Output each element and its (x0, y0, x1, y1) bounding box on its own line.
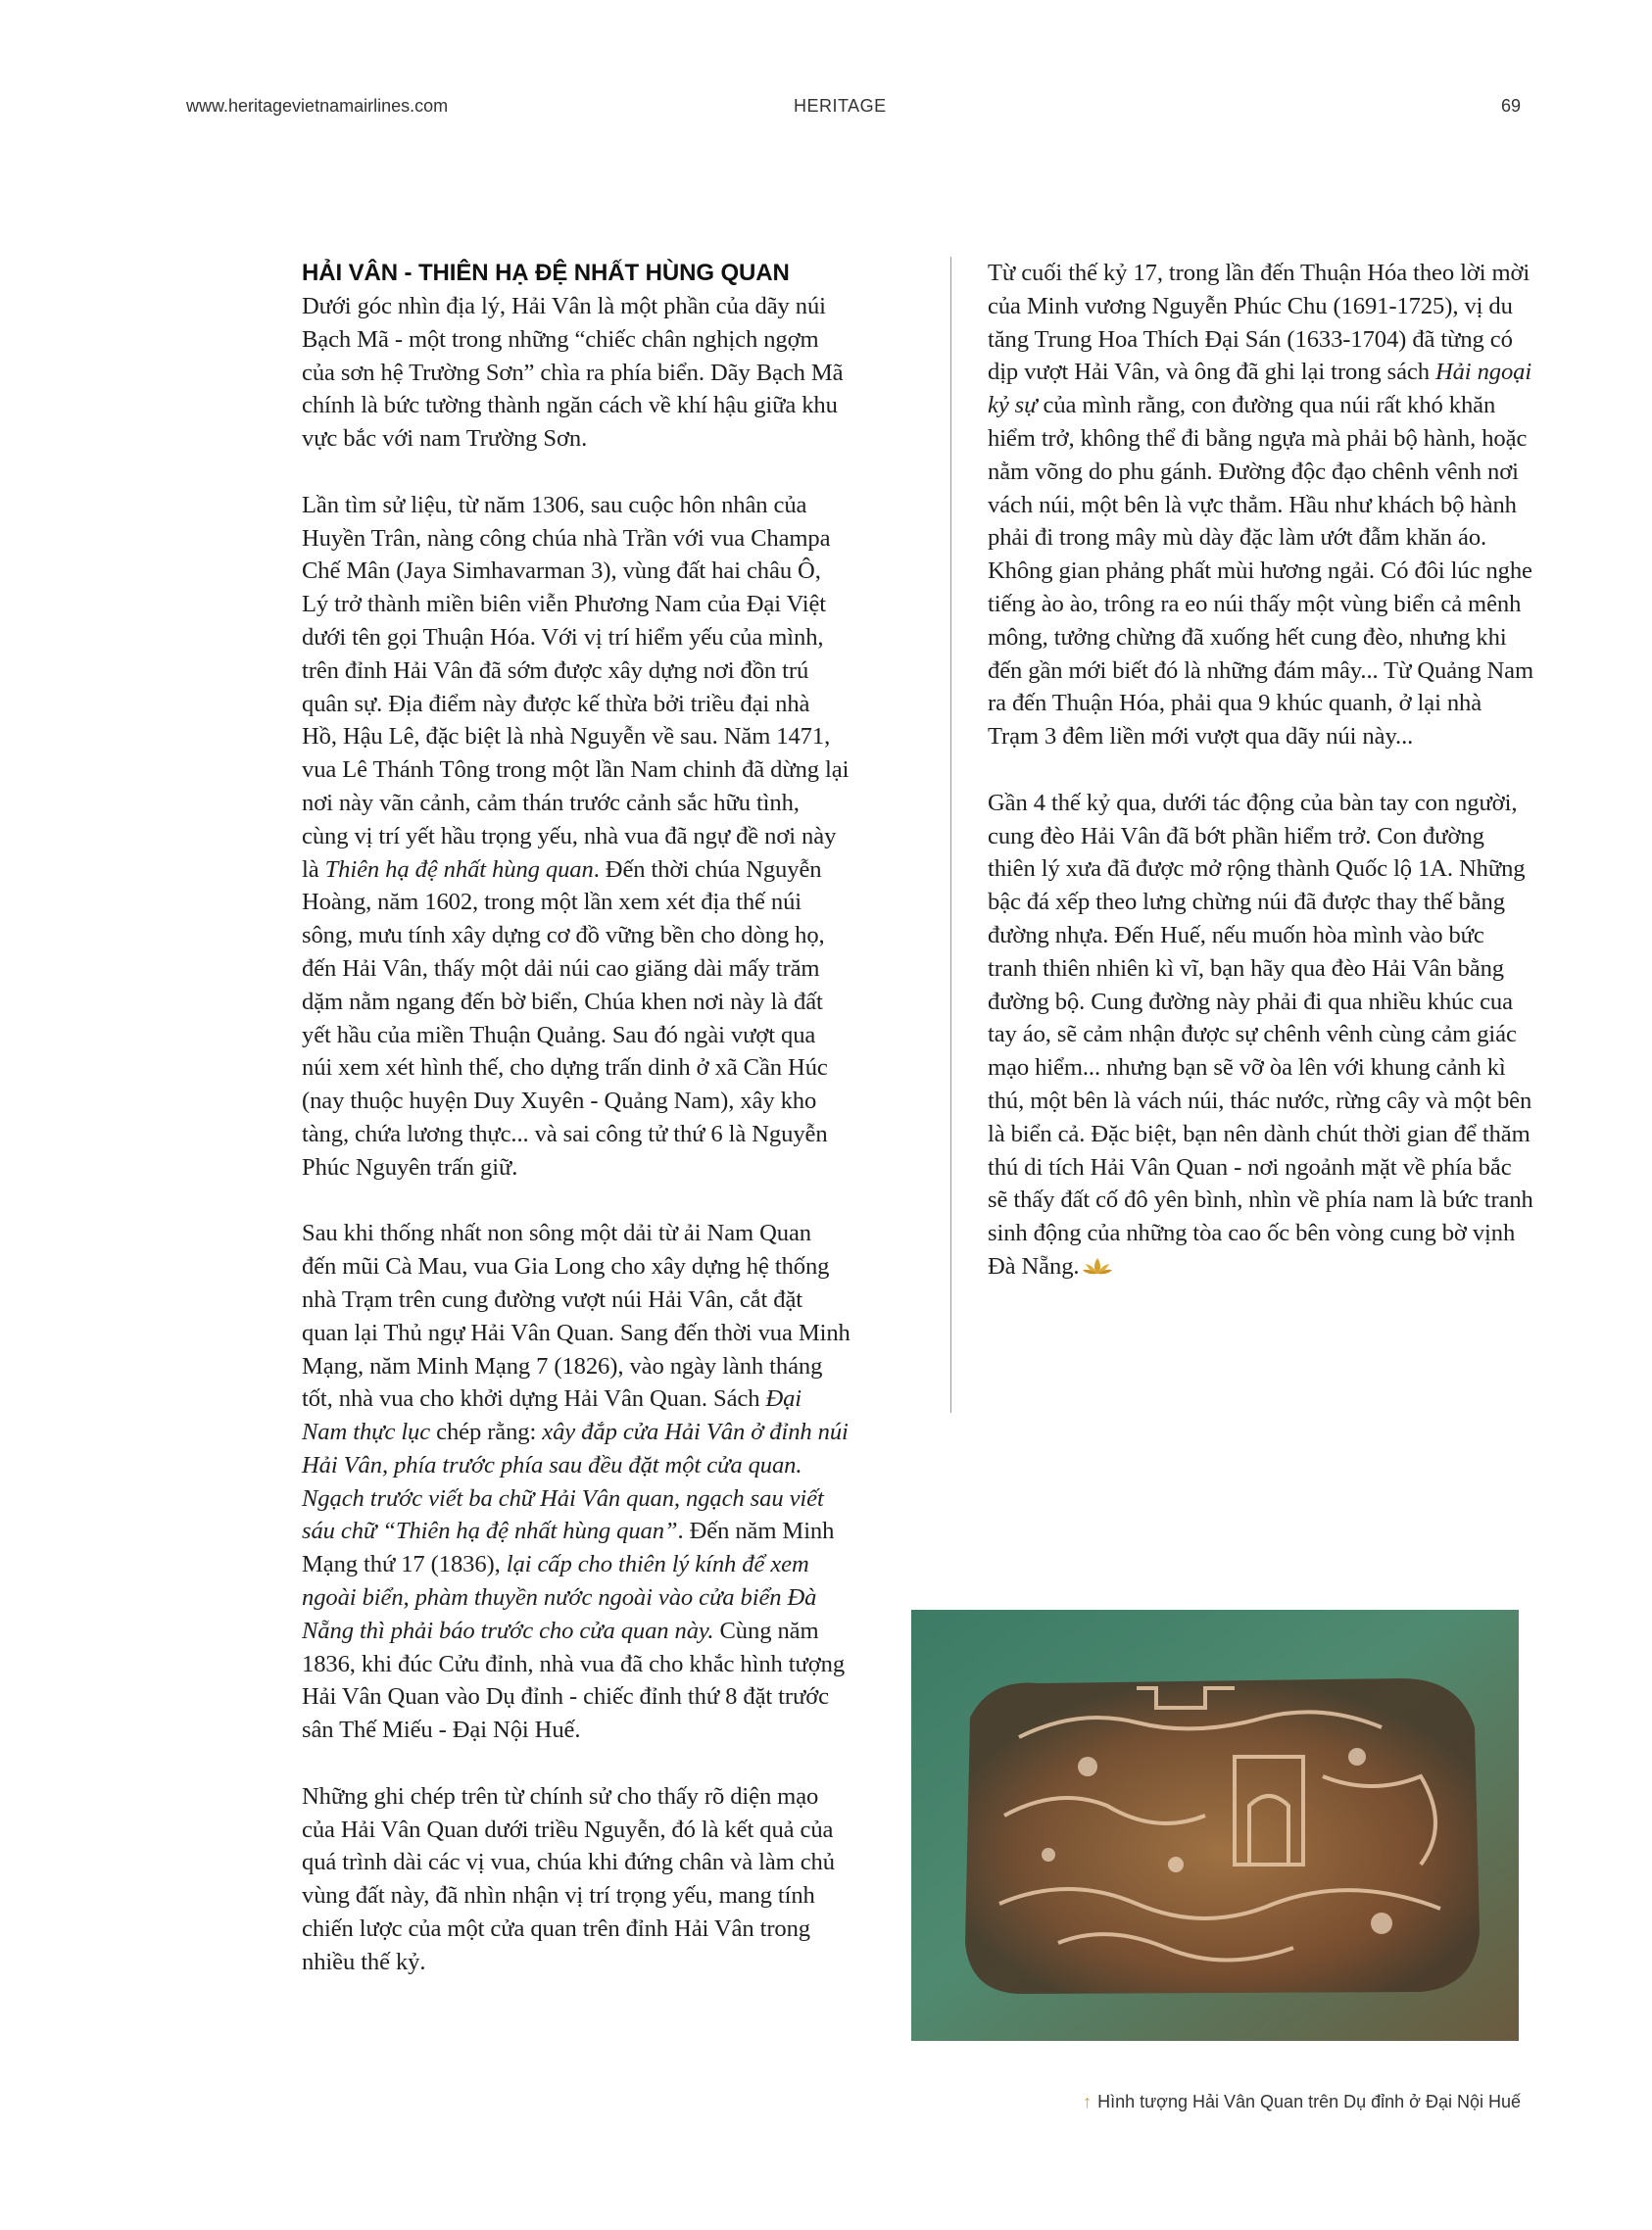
italic-quote: lại cấp cho thiên lý kính để xem ngoài biển, phàm thuyền nước ngoài vào cửa biển Đà Nẵng thì phải báo trước cho cửa quan này. (302, 1551, 817, 1644)
text-span: . Đến thời chúa Nguyễn Hoàng, năm 1602, trong một lần xem xét địa thế núi sông, mưu tính xây dựng cơ đồ vững bền cho dòng họ, đến Hải Vân, thấy một dải núi cao giăng dài mấy trăm dặm nằm ngang đến bờ biển, Chúa khen nơi này là đất yết hầu của miền Thuận Quảng. Sau đó ngài vượt qua núi xem xét hình thế, cho dựng trấn dinh ở xã Cần Húc (nay thuộc huyện Duy Xuyên - Quảng Nam), xây kho tàng, chứa lương thực... và sai công tử thứ 6 là Nguyễn Phúc Nguyên trấn giữ. (302, 855, 828, 1181)
arrow-up-icon: ↑ (1083, 2092, 1093, 2111)
text-span: Sau khi thống nhất non sông một dải từ ải Nam Quan đến mũi Cà Mau, vua Gia Long cho xây dựng hệ thống nhà Trạm trên cung đường vượt núi Hải Vân, cắt đặt quan lại Thủ ngự Hải Vân Quan. Sang đến thời vua Minh Mạng, năm Minh Mạng 7 (1826), vào ngày lành tháng tốt, nhà vua cho khởi dựng Hải Vân Quan. Sách (302, 1220, 850, 1413)
text-span: chép rằng: (430, 1419, 543, 1446)
column-divider (950, 257, 951, 1413)
photo-bronze-urn-relief (911, 1610, 1519, 2041)
paragraph (988, 787, 1536, 1284)
caption-text: Hình tượng Hải Vân Quan trên Dụ đỉnh ở Đại Nội Huế (1097, 2092, 1521, 2111)
paragraph (302, 1217, 850, 1747)
article-column-left (302, 257, 850, 1979)
header-website[interactable]: www.heritagevietnamairlines.com (186, 96, 449, 116)
article-heading: HẢI VÂN - THIÊN HẠ ĐỆ NHẤT HÙNG QUAN (302, 260, 790, 286)
paragraph (302, 489, 850, 1185)
paragraph: Dưới góc nhìn địa lý, Hải Vân là một phần của dãy núi Bạch Mã - một trong những “chiếc chân nghịch ngợm của sơn hệ Trường Sơn” chìa ra phía biển. Dãy Bạch Mã chính là bức tường thành ngăn cách về khí hậu giữa khu vực bắc với nam Trường Sơn. (302, 293, 844, 453)
italic-quote: xây đắp cửa Hải Vân ở đỉnh núi Hải Vân, phía trước phía sau đều đặt một cửa quan. Ngạch trước viết ba chữ Hải Vân quan, ngạch sau viết sáu chữ “Thiên hạ đệ nhất hùng quan” (302, 1419, 849, 1545)
paragraph: Những ghi chép trên từ chính sử cho thấy rõ diện mạo của Hải Vân Quan dưới triều Nguyễn, đó là kết quả của quá trình dài các vị vua, chúa khi đứng chân và làm chủ vùng đất này, đã nhìn nhận vị trí trọng yếu, mang tính chiến lược của một cửa quan trên đỉnh Hải Vân trong nhiều thế kỷ. (302, 1782, 835, 1975)
book-title: Đại Nam thực lục (302, 1385, 802, 1446)
lotus-icon (1083, 1256, 1112, 1276)
text-span: của mình rằng, con đường qua núi rất khó khăn hiểm trở, không thể đi bằng ngựa mà phải bộ hành, hoặc nằm võng do phu gánh. Đường độc đạo chênh vênh nơi vách núi, một bên là vực thẳm. Hầu như khách bộ hành phải đi trong mây mù dày đặc làm ướt đẫm khăn áo. Không gian phảng phất mùi hương ngải. Có đôi lúc nghe tiếng ào ào, trông ra eo núi thấy một vùng biển cả mênh mông, tưởng chừng đã xuống hết cung đèo, nhưng khi đến gần mới biết đó là những đám mây... Từ Quảng Nam ra đến Thuận Hóa, phải qua 9 khúc quanh, ở lại nhà Trạm 3 đêm liền mới vượt qua dãy núi này... (988, 392, 1533, 751)
relief-illustration (911, 1610, 1519, 2041)
text-span: Cùng năm 1836, khi đúc Cửu đỉnh, nhà vua đã cho khắc hình tượng Hải Vân Quan vào Dụ đỉnh - chiếc đỉnh thứ 8 đặt trước sân Thế Miếu - Đại Nội Huế. (302, 1617, 846, 1744)
italic-quote: Thiên hạ đệ nhất hùng quan (324, 855, 594, 883)
header-section: HERITAGE (794, 96, 887, 116)
book-title: Hải ngoại kỷ sự (988, 359, 1532, 419)
text-span: Lần tìm sử liệu, từ năm 1306, sau cuộc hôn nhân của Huyền Trân, nàng công chúa nhà Trần với vua Champa Chế Mân (Jaya Simhavarman 3), vùng đất hai châu Ô, Lý trở thành miền biên viễn Phương Nam của Đại Việt dưới tên gọi Thuận Hóa. Với vị trí hiểm yếu của mình, trên đỉnh Hải Vân đã sớm được xây dựng nơi đồn trú quân sự. Địa điểm này được kế thừa bởi triều đại nhà Hồ, Hậu Lê, đặc biệt là nhà Nguyễn về sau. Năm 1471, vua Lê Thánh Tông trong một lần Nam chinh đã dừng lại nơi này vãn cảnh, cảm thán trước cảnh sắc hữu tình, cùng vị trí yết hầu trọng yếu, nhà vua đã ngự đề nơi này là (302, 491, 850, 883)
paragraph (988, 257, 1536, 753)
page-number: 69 (1500, 96, 1521, 116)
photo-caption (1083, 2092, 1521, 2112)
article-column-right (988, 257, 1536, 1284)
text-span: Từ cuối thế kỷ 17, trong lần đến Thuận Hóa theo lời mời của Minh vương Nguyễn Phúc Chu (1691-1725), vị du tăng Trung Hoa Thích Đại Sán (1633-1704) đã từng có dịp vượt Hải Vân, và ông đã ghi lại trong sách (988, 260, 1531, 386)
text-span: . Đến năm Minh Mạng thứ 17 (1836), (302, 1518, 835, 1578)
text-span: Gần 4 thế kỷ qua, dưới tác động của bàn tay con người, cung đèo Hải Vân đã bớt phần hiểm trở. Con đường thiên lý xưa đã được mở rộng thành Quốc lộ 1A. Những bậc đá xếp theo lưng chừng núi đã được thay thế bằng đường nhựa. Đến Huế, nếu muốn hòa mình vào bức tranh thiên nhiên kì vĩ, bạn hãy qua đèo Hải Vân bằng đường bộ. Cung đường này phải đi qua nhiều khúc cua tay áo, sẽ cảm nhận được sự chênh vênh cùng cảm giác mạo hiểm... nhưng bạn sẽ vỡ òa lên với khung cảnh kì thú, một bên là vách núi, thác nước, rừng cây và một bên là biển cả. Đặc biệt, bạn nên dành chút thời gian để thăm thú di tích Hải Vân Quan - nơi ngoảnh mặt về phía bắc sẽ thấy đất cố đô yên bình, nhìn về phía nam là bức tranh sinh động của những tòa cao ốc bên vòng cung bờ vịnh Đà Nẵng. (988, 789, 1533, 1280)
